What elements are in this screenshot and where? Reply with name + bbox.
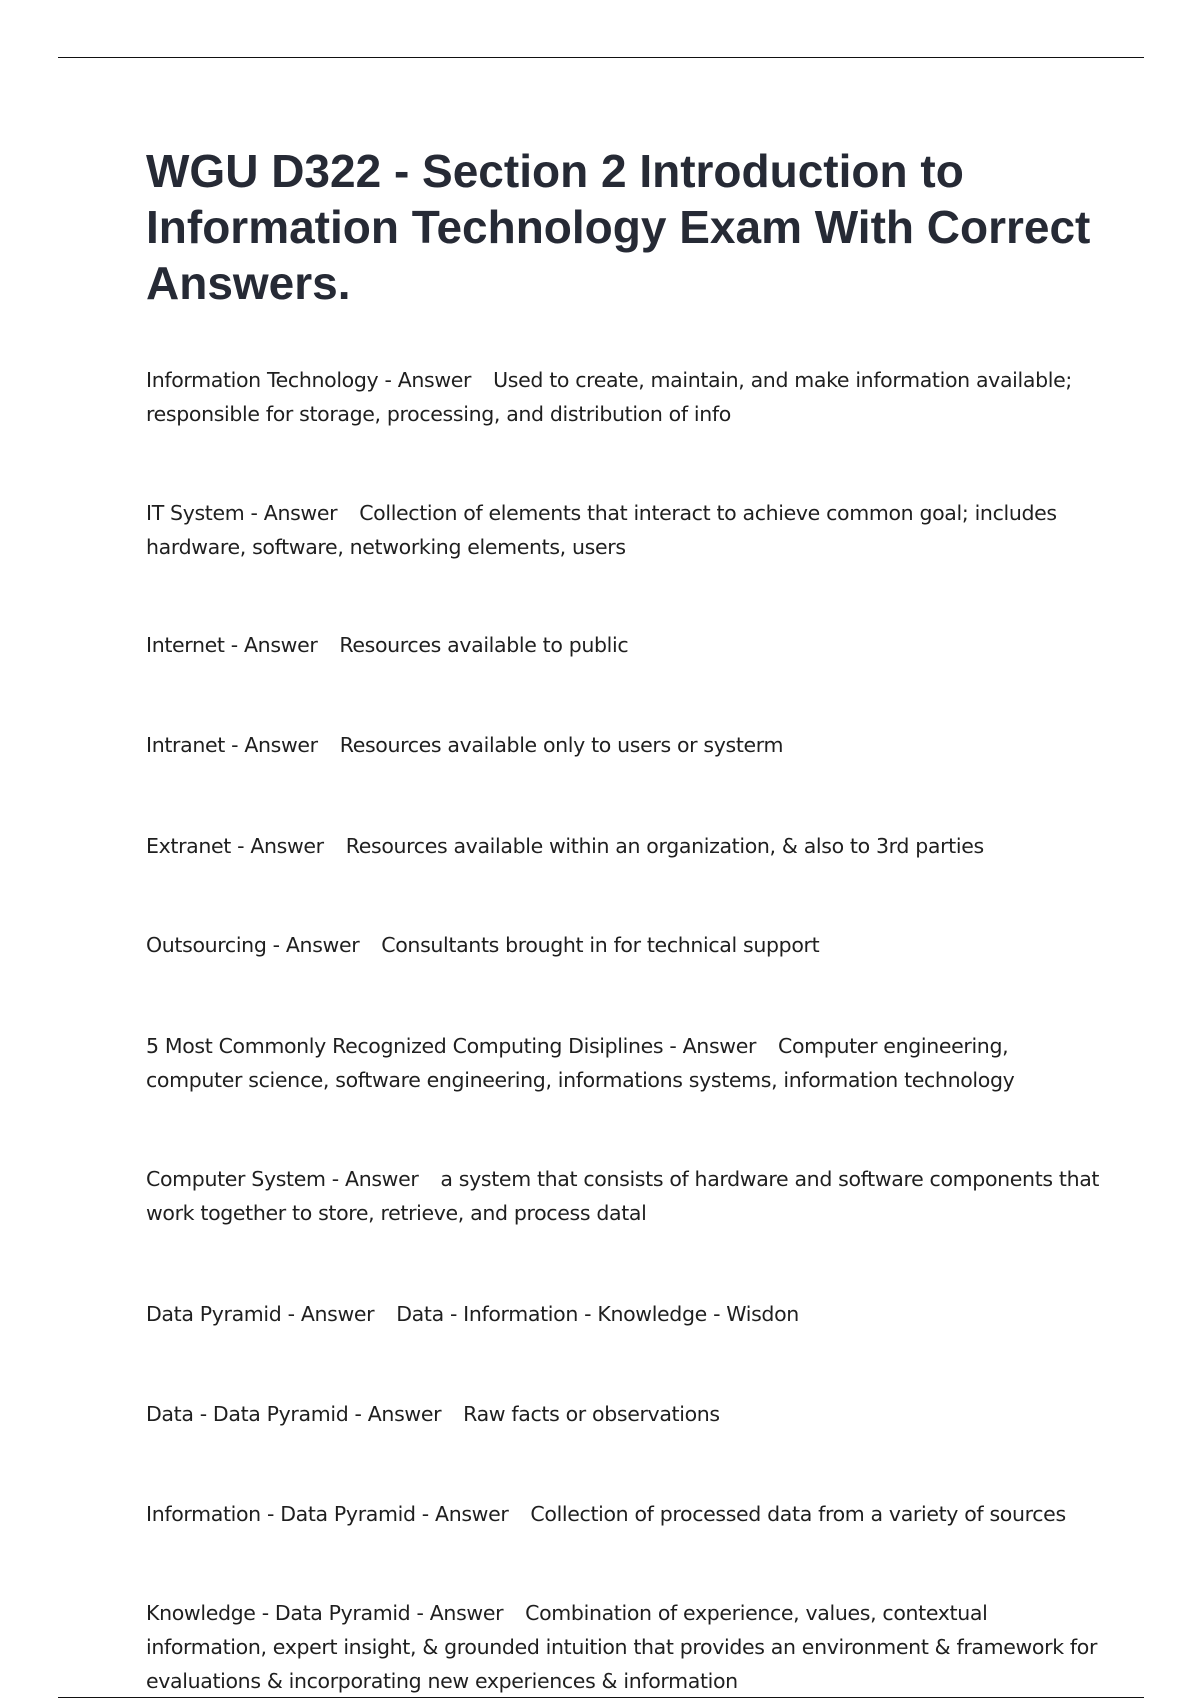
qa-definition: Collection of processed data from a variety of sources bbox=[530, 1502, 1066, 1526]
qa-entry: Internet - Answer Resources available to public bbox=[146, 633, 629, 657]
qa-term: Data Pyramid bbox=[146, 1302, 282, 1326]
qa-term: Data - Data Pyramid bbox=[146, 1402, 349, 1426]
qa-term: Information - Data Pyramid bbox=[146, 1502, 416, 1526]
qa-entry: Extranet - Answer Resources available within an organization, & also to 3rd parties bbox=[146, 834, 984, 858]
qa-term: IT System bbox=[146, 501, 245, 525]
qa-term: Extranet bbox=[146, 834, 231, 858]
qa-term: Information Technology bbox=[146, 368, 379, 392]
answer-label: Answer bbox=[429, 1601, 504, 1625]
bottom-rule bbox=[58, 1697, 1144, 1698]
qa-definition: Consultants brought in for technical support bbox=[381, 933, 820, 957]
qa-term: 5 Most Commonly Recognized Computing Disiplines bbox=[146, 1034, 664, 1058]
top-rule bbox=[58, 57, 1144, 58]
answer-label: Answer bbox=[285, 933, 360, 957]
qa-definition: Raw facts or observations bbox=[463, 1402, 720, 1426]
qa-definition: a system that consists of hardware and software components that work together to store, retrieve, and process datal bbox=[146, 1167, 1100, 1225]
qa-definition: Resources available within an organization, & also to 3rd parties bbox=[345, 834, 984, 858]
qa-entry: Intranet - Answer Resources available only to users or systerm bbox=[146, 733, 784, 757]
qa-definition: Resources available to public bbox=[339, 633, 629, 657]
qa-entry: Computer System - Answer a system that consists of hardware and software components that work together to store, retrieve, and process datal bbox=[146, 1167, 1100, 1225]
qa-entry: IT System - Answer Collection of elements that interact to achieve common goal; includes hardware, software, networking elements, users bbox=[146, 501, 1057, 559]
qa-term: Internet bbox=[146, 633, 225, 657]
answer-label: Answer bbox=[682, 1034, 757, 1058]
qa-entry: Information - Data Pyramid - Answer Collection of processed data from a variety of sources bbox=[146, 1502, 1066, 1526]
qa-entry: Data Pyramid - Answer Data - Information - Knowledge - Wisdon bbox=[146, 1302, 799, 1326]
answer-label: Answer bbox=[250, 834, 324, 858]
qa-term: Outsourcing bbox=[146, 933, 267, 957]
qa-entry: Information Technology - Answer Used to create, maintain, and make information available; responsible for storage, processing, and distribution of info bbox=[146, 368, 1072, 426]
qa-term: Computer System bbox=[146, 1167, 326, 1191]
qa-definition: Used to create, maintain, and make information available; responsible for storage, processing, and distribution of info bbox=[146, 368, 1072, 426]
answer-label: Answer bbox=[435, 1502, 509, 1526]
qa-definition: Data - Information - Knowledge - Wisdon bbox=[396, 1302, 799, 1326]
document-title: WGU D322 - Section 2 Introduction to Information Technology Exam With Correct Answers. bbox=[146, 145, 1091, 309]
qa-entry: Knowledge - Data Pyramid - Answer Combination of experience, values, contextual information, expert insight, & grounded intuition that provides an environment & framework for evaluations & incorporating new experiences & information bbox=[146, 1601, 1098, 1693]
qa-term: Knowledge - Data Pyramid bbox=[146, 1601, 411, 1625]
answer-label: Answer bbox=[300, 1302, 375, 1326]
answer-label: Answer bbox=[367, 1402, 442, 1426]
qa-definition: Computer engineering, computer science, software engineering, informations systems, information technology bbox=[146, 1034, 1015, 1092]
answer-label: Answer bbox=[244, 733, 318, 757]
answer-label: Answer bbox=[345, 1167, 419, 1191]
qa-entry: Outsourcing - Answer Consultants brought in for technical support bbox=[146, 933, 820, 957]
qa-term: Intranet bbox=[146, 733, 225, 757]
answer-label: Answer bbox=[244, 633, 318, 657]
qa-definition: Combination of experience, values, contextual information, expert insight, & grounded intuition that provides an environment & framework for evaluations & incorporating new experiences & information bbox=[146, 1601, 1098, 1693]
qa-definition: Resources available only to users or systerm bbox=[339, 733, 784, 757]
answer-label: Answer bbox=[263, 501, 338, 525]
answer-label: Answer bbox=[397, 368, 472, 392]
qa-definition: Collection of elements that interact to achieve common goal; includes hardware, software, networking elements, users bbox=[146, 501, 1057, 559]
qa-entry: Data - Data Pyramid - Answer Raw facts or observations bbox=[146, 1402, 720, 1426]
qa-entry: 5 Most Commonly Recognized Computing Disiplines - Answer Computer engineering, computer science, software engineering, informations systems, information technology bbox=[146, 1034, 1015, 1092]
